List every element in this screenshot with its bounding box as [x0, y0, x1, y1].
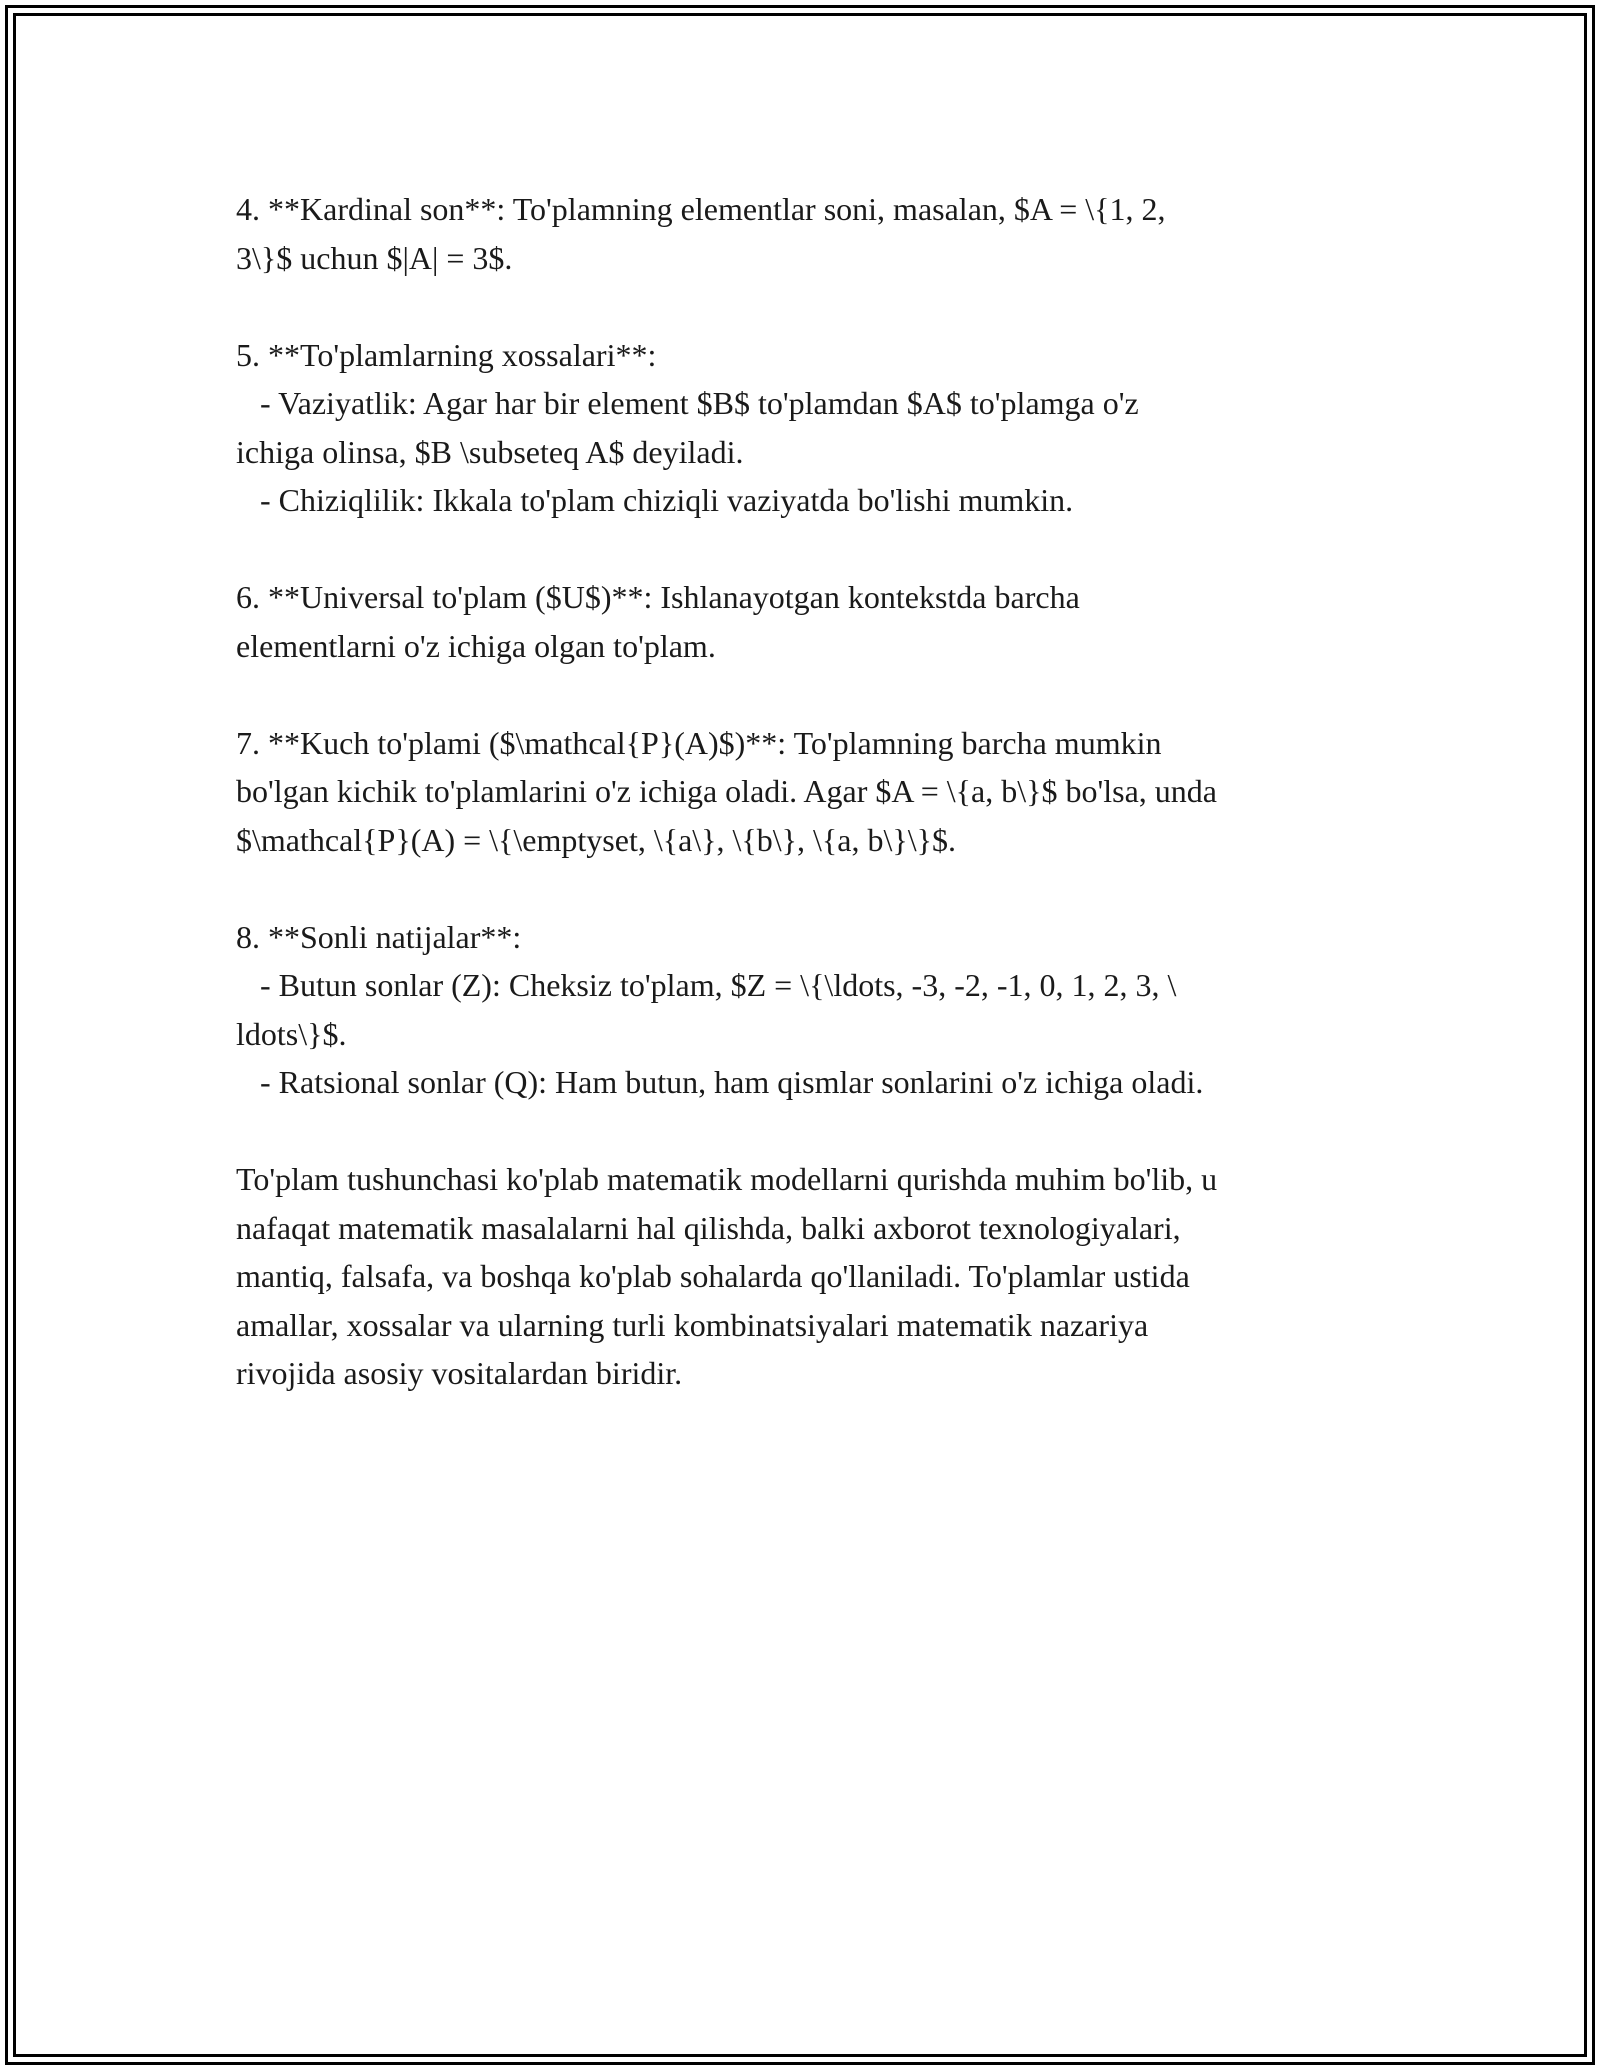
text-line: - Ratsional sonlar (Q): Ham butun, ham qismlar sonlarini o'z ichiga oladi. [236, 1064, 1204, 1100]
text-line: 5. **To'plamlarning xossalari**: [236, 336, 657, 373]
text-line: - Butun sonlar (Z): Cheksiz to'plam, $Z = \{\ldots, -3, -2, -1, 0, 1, 2, 3, \ [236, 967, 1177, 1003]
text-line: elementlarni o'z ichiga olgan to'plam. [236, 627, 716, 664]
paragraph-item-4 [236, 185, 1376, 282]
paragraph-item-8 [236, 913, 1376, 1107]
paragraph-item-6 [236, 573, 1376, 670]
text-line: rivojida asosiy vositalardan biridir. [236, 1355, 683, 1391]
text-line: 7. **Kuch to'plami ($\mathcal{P}(A)$)**: To'plamning barcha mumkin [236, 724, 1162, 761]
text-line: 8. **Sonli natijalar**: [236, 918, 522, 955]
text-line: 3\}$ uchun $|A| = 3$. [236, 239, 513, 276]
text-line: - Chiziqlilik: Ikkala to'plam chiziqli vaziyatda bo'lishi mumkin. [236, 482, 1074, 518]
text-line: - Vaziyatlik: Agar har bir element $B$ to'plamdan $A$ to'plamga o'z [236, 385, 1139, 421]
paragraph-item-5 [236, 331, 1376, 525]
text-line: nafaqat matematik masalalarni hal qilishda, balki axborot texnologiyalari, [236, 1209, 1181, 1246]
document-body [236, 185, 1376, 1446]
text-line: bo'lgan kichik to'plamlarini o'z ichiga oladi. Agar $A = \{a, b\}$ bo'lsa, unda [236, 773, 1217, 809]
text-line: ldots\}$. [236, 1015, 347, 1052]
paragraph-conclusion [236, 1155, 1376, 1398]
text-line: $\mathcal{P}(A) = \{\emptyset, \{a\}, \{b\}, \{a, b\}\}$. [236, 821, 956, 858]
text-line: amallar, xossalar va ularning turli kombinatsiyalari matematik nazariya [236, 1306, 1149, 1343]
text-line: 4. **Kardinal son**: To'plamning elementlar soni, masalan, $A = \{1, 2, [236, 191, 1166, 227]
text-line: mantiq, falsafa, va boshqa ko'plab sohalarda qo'llaniladi. To'plamlar ustida [236, 1258, 1190, 1294]
text-line: 6. **Universal to'plam ($U$)**: Ishlanayotgan kontekstda barcha [236, 579, 1080, 615]
text-line: ichiga olinsa, $B \subseteq A$ deyiladi. [236, 433, 744, 470]
text-line: To'plam tushunchasi ko'plab matematik modellarni qurishda muhim bo'lib, u [236, 1161, 1218, 1197]
paragraph-item-7 [236, 719, 1376, 865]
